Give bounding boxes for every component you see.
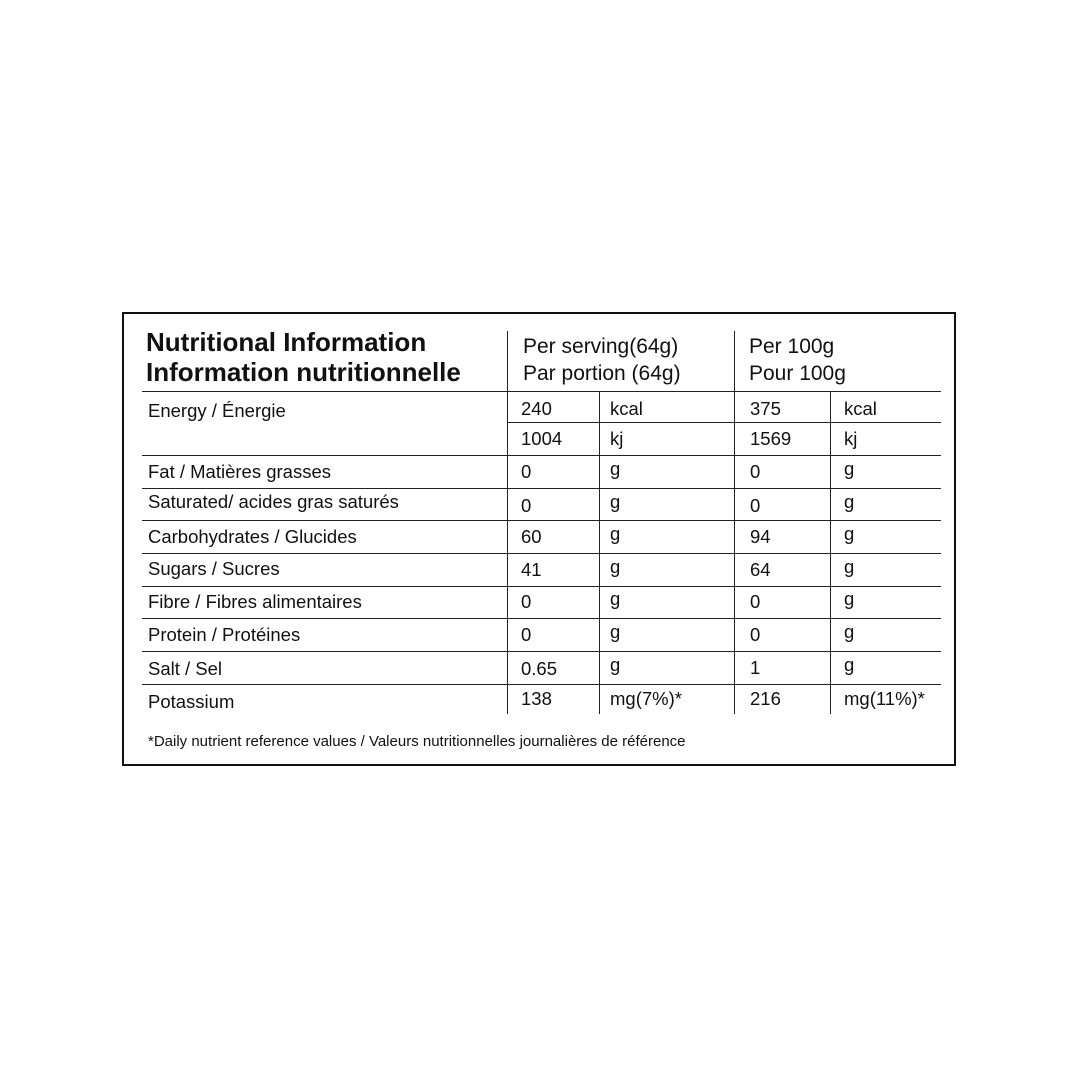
title-english: Nutritional Information (146, 327, 427, 357)
serving-value: 41 (521, 559, 542, 580)
serving-value: 138 (521, 688, 552, 709)
header-divider (142, 391, 941, 392)
nutrient-label-fat: Fat / Matières grasses (148, 461, 332, 482)
nutrient-label-salt: Salt / Sel (148, 658, 223, 679)
serving-unit: g (610, 654, 621, 675)
row-divider (142, 488, 941, 489)
row-divider (142, 455, 941, 456)
serving-unit: g (610, 491, 621, 512)
serving-value: 0 (521, 461, 532, 482)
per-100g-header-english: Per 100g (749, 335, 835, 358)
row-divider (142, 553, 941, 554)
nutrient-label-protein: Protein / Protéines (148, 624, 301, 645)
serving-value: 240 (521, 398, 552, 419)
serving-unit: g (610, 621, 621, 642)
per-serving-header-french: Par portion (64g) (523, 362, 681, 385)
per100-unit: kcal (844, 398, 877, 419)
per100-value: 1569 (750, 428, 792, 449)
per-100g-header-french: Pour 100g (749, 362, 846, 385)
title-french: Information nutritionnelle (146, 357, 461, 387)
serving-value: 0.65 (521, 658, 558, 679)
serving-unit: kj (610, 428, 624, 449)
serving-value: 0 (521, 495, 532, 516)
nutrient-label-energy: Energy / Énergie (148, 400, 286, 421)
per100-value: 0 (750, 495, 761, 516)
per100-value: 0 (750, 591, 761, 612)
per100-unit: g (844, 621, 855, 642)
nutrient-label-saturated: Saturated/ acides gras saturés (148, 491, 399, 512)
per-serving-header-english: Per serving(64g) (523, 335, 679, 358)
footnote: *Daily nutrient reference values / Valeurs nutritionnelles journalières de référence (148, 733, 686, 750)
serving-value: 1004 (521, 428, 563, 449)
nutrient-label-potassium: Potassium (148, 691, 235, 712)
nutrient-label-fibre: Fibre / Fibres alimentaires (148, 591, 362, 612)
serving-column-divider (507, 331, 508, 714)
per100-value: 64 (750, 559, 771, 580)
serving-unit: g (610, 588, 621, 609)
serving-value: 0 (521, 624, 532, 645)
per100-value: 375 (750, 398, 781, 419)
serving-value: 60 (521, 526, 542, 547)
per100-unit: g (844, 588, 855, 609)
per100-unit: g (844, 654, 855, 675)
per100-value: 0 (750, 461, 761, 482)
energy-subdivider (507, 422, 941, 423)
nutrition-facts-panel (122, 312, 956, 766)
per100-unit: kj (844, 428, 858, 449)
serving-unit: g (610, 523, 621, 544)
per100-unit: g (844, 556, 855, 577)
per100-value: 0 (750, 624, 761, 645)
row-divider (142, 618, 941, 619)
row-divider (142, 684, 941, 685)
per100-unit: g (844, 458, 855, 479)
serving-unit: g (610, 556, 621, 577)
per100-unit: g (844, 491, 855, 512)
serving-unit: g (610, 458, 621, 479)
per100-value: 216 (750, 688, 781, 709)
row-divider (142, 586, 941, 587)
per100-column-divider (734, 331, 735, 714)
serving-value: 0 (521, 591, 532, 612)
per100-unit: mg(11%)* (844, 688, 925, 709)
serving-unit: kcal (610, 398, 643, 419)
serving-unit: mg(7%)* (610, 688, 682, 709)
per100-value: 1 (750, 657, 761, 678)
nutrient-label-carbohydrates: Carbohydrates / Glucides (148, 526, 357, 547)
nutrient-label-sugars: Sugars / Sucres (148, 558, 280, 579)
per100-unit: g (844, 523, 855, 544)
row-divider (142, 651, 941, 652)
row-divider (142, 520, 941, 521)
per100-value: 94 (750, 526, 771, 547)
